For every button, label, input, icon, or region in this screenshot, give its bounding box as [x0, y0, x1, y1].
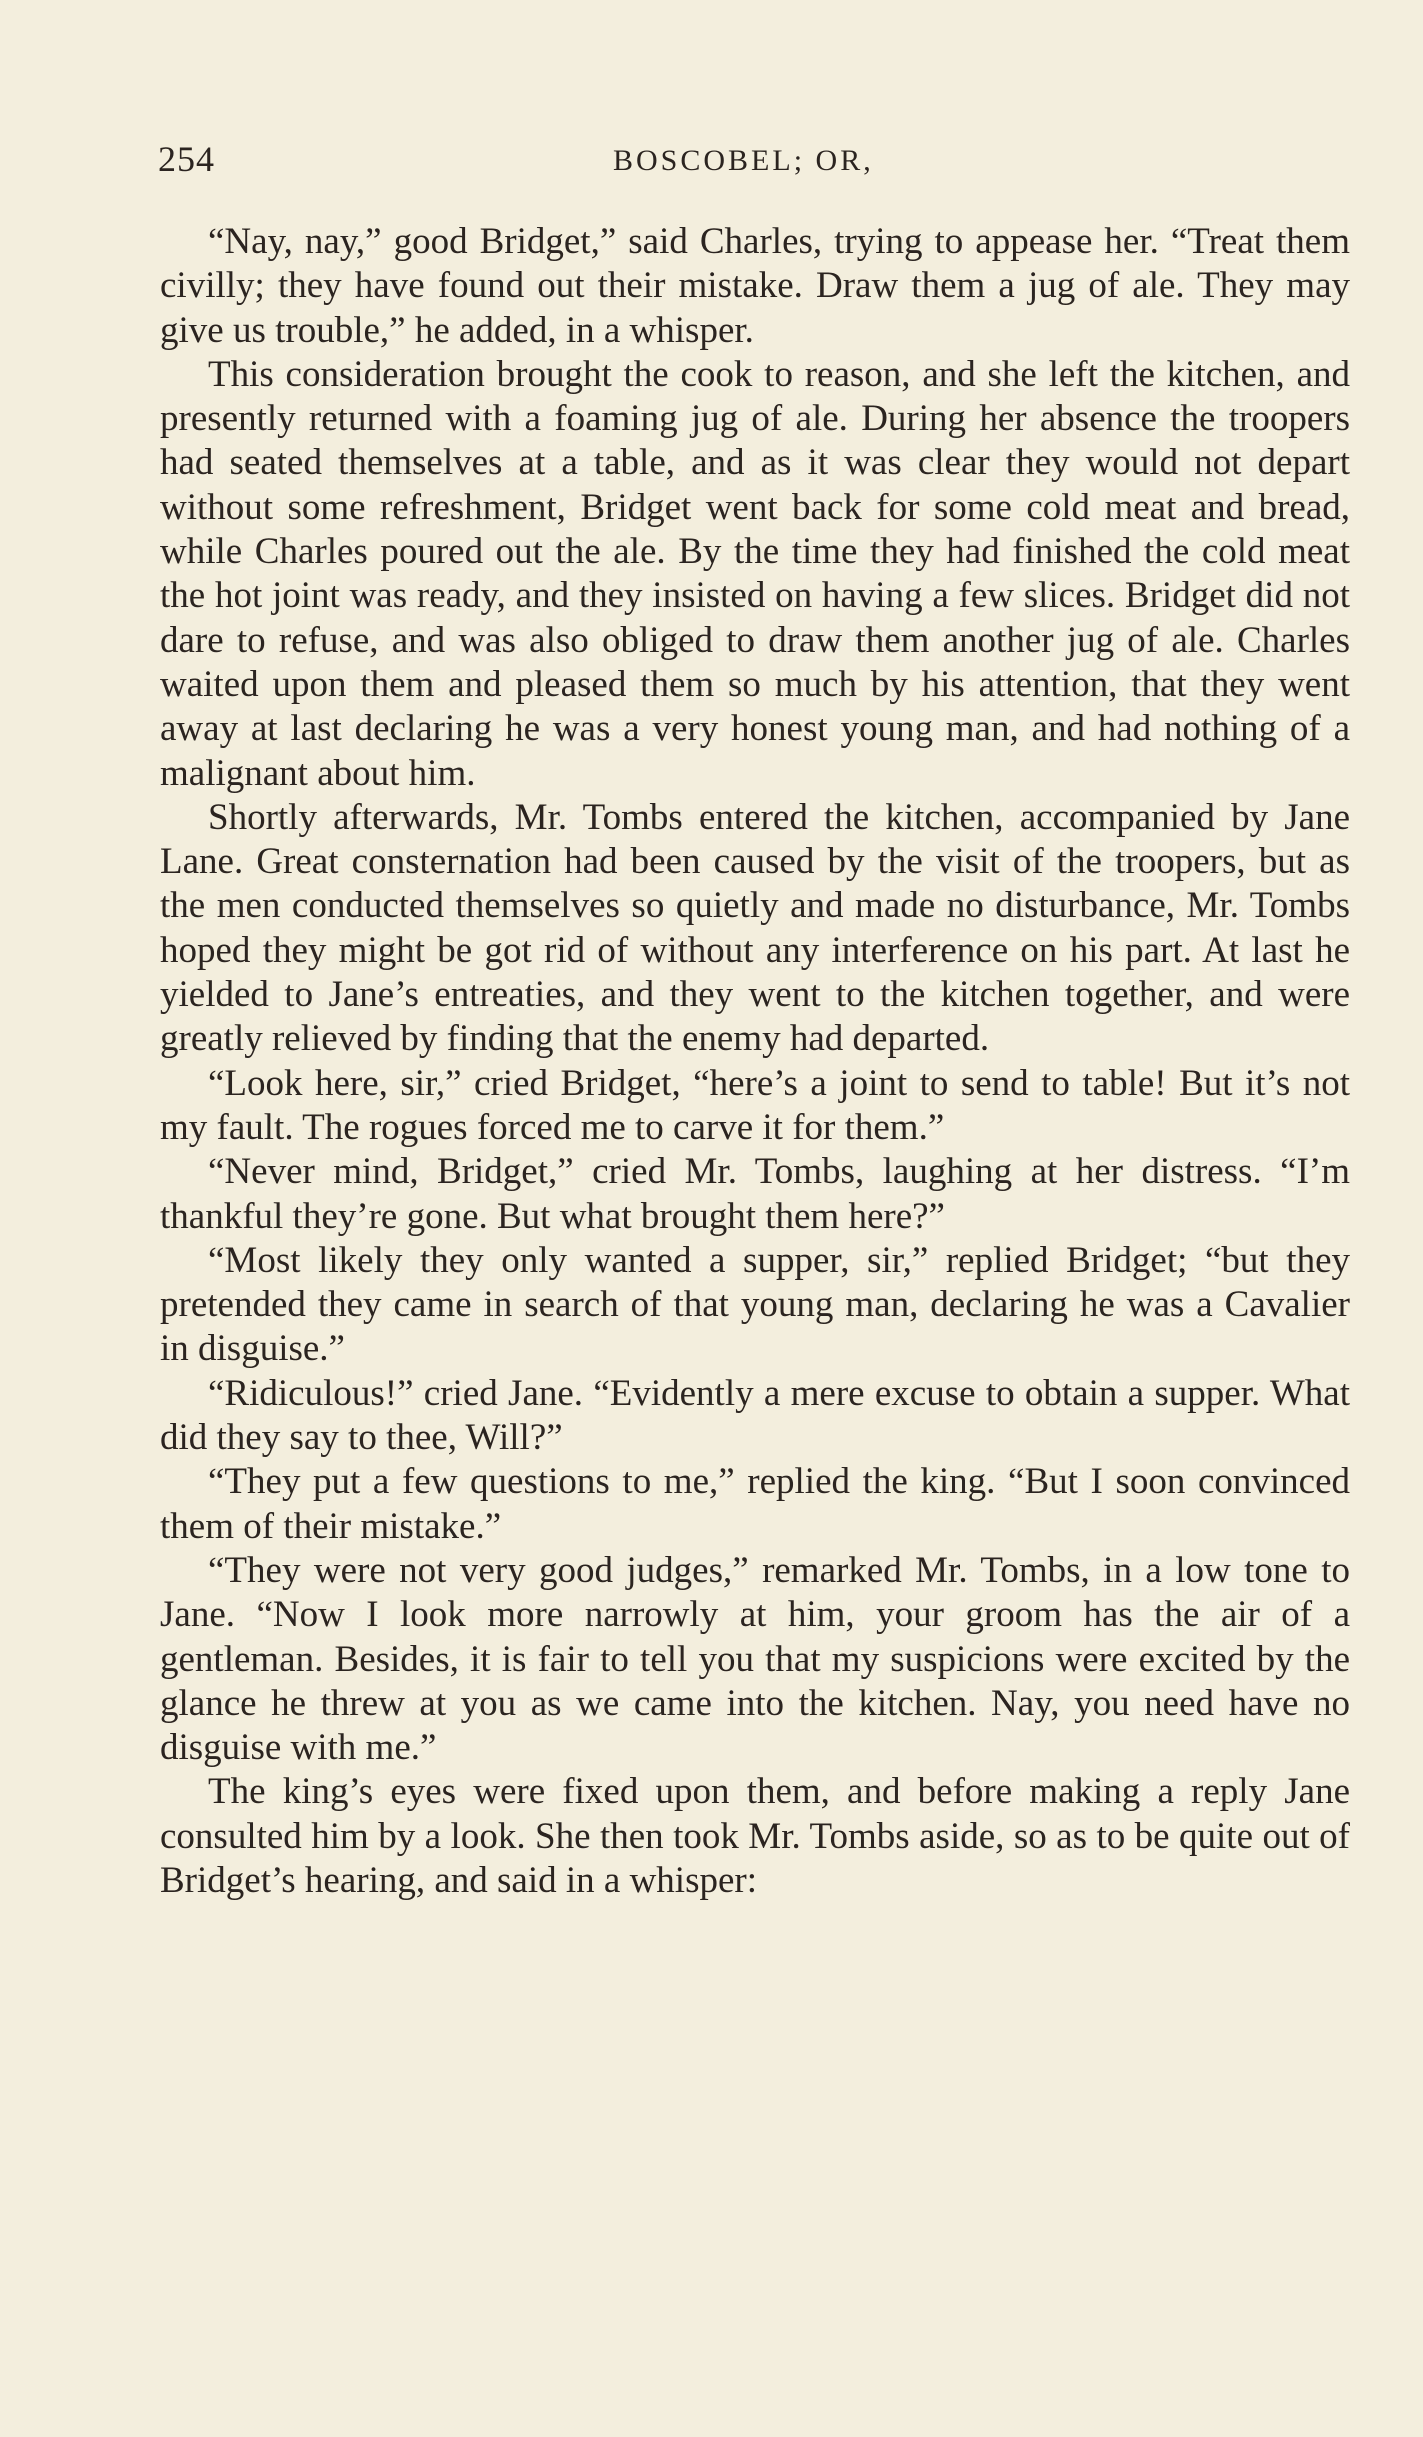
paragraph: Shortly afterwards, Mr. Tombs entered the kitchen, accompanied by Jane Lane. Great consternation had been caused by the visit of the troopers, but as the men conducted themselves so quietly and made no disturbance, Mr. Tombs hoped they might be got rid of without any interference on his part. At last he yielded to Jane’s entreaties, and they went to the kitchen together, and were greatly relieved by finding that the enemy had departed. — [160, 796, 1350, 1060]
paragraph: This consideration brought the cook to reason, and she left the kitchen, and presently returned with a foaming jug of ale. During her absence the troopers had seated themselves at a table, and as it was clear they would not depart without some refreshment, Bridget went back for some cold meat and bread, while Charles poured out the ale. By the time they had finished the cold meat the hot joint was ready, and they insisted on having a few slices. Bridget did not dare to refuse, and was also obliged to draw them another jug of ale. Charles waited upon them and pleased them so much by his attention, that they went away at last declaring he was a very honest young man, and had nothing of a malignant about him. — [160, 353, 1350, 794]
paragraph: “Never mind, Bridget,” cried Mr. Tombs, laughing at her distress. “I’m thankful they’re gone. But what brought them here?” — [160, 1151, 1350, 1237]
page-header — [158, 138, 1358, 188]
paragraph: “Ridiculous!” cried Jane. “Evidently a mere excuse to obtain a supper. What did they say to thee, Will?” — [160, 1372, 1350, 1459]
paragraph: “Look here, sir,” cried Bridget, “here’s a joint to send to table! But it’s not my fault. The rogues forced me to carve it for them.” — [160, 1062, 1350, 1148]
paragraph: “Nay, nay,” good Bridget,” said Charles, trying to appease her. “Treat them civilly; they have found out their mistake. Draw them a jug of ale. They may give us trouble,” he added, in a whisper. — [160, 221, 1350, 351]
page-number: 254 — [158, 139, 215, 179]
paragraph: “They put a few questions to me,” replied the king. “But I soon convinced them of their mistake.” — [160, 1461, 1350, 1547]
paragraph: “Most likely they only wanted a supper, sir,” replied Bridget; “but they pretended they came in search of that young man, declaring he was a Cavalier in disguise.” — [160, 1239, 1350, 1370]
paragraph: The king’s eyes were fixed upon them, and before making a reply Jane consulted him by a look. She then took Mr. Tombs aside, so as to be quite out of Bridget’s hearing, and said in a whisper: — [160, 1771, 1350, 1901]
body-text — [160, 220, 1350, 1903]
paragraph: “They were not very good judges,” remarked Mr. Tombs, in a low tone to Jane. “Now I look more narrowly at him, your groom has the air of a gentleman. Besides, it is fair to tell you that my suspicions were excited by the glance he threw at you as we came into the kitchen. Nay, you need have no disguise with me.” — [160, 1549, 1350, 1769]
running-head: BOSCOBEL; OR, — [613, 144, 874, 177]
